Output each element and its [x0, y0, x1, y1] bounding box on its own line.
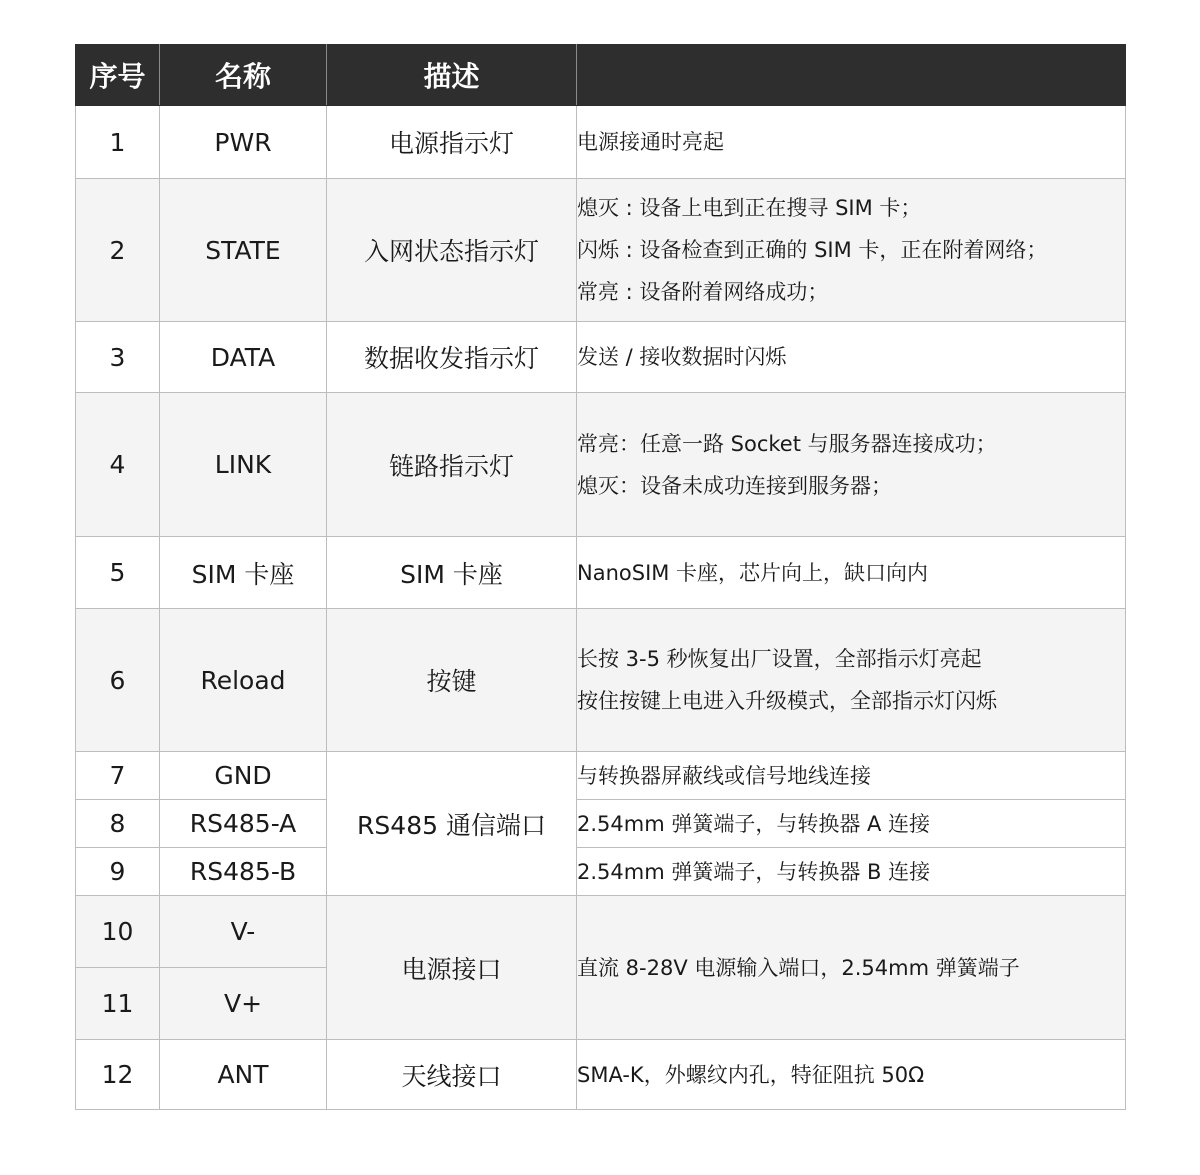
row-detail — [577, 848, 1126, 896]
row-detail — [577, 393, 1126, 537]
row-description: 电源接口 — [327, 896, 577, 1040]
row-name: GND — [160, 752, 327, 800]
row-description: 数据收发指示灯 — [327, 322, 577, 393]
row-detail — [577, 179, 1126, 322]
header-name: 名称 — [160, 45, 327, 106]
row-index: 3 — [76, 322, 160, 393]
row-description: RS485 通信端口 — [327, 752, 577, 896]
row-index: 9 — [76, 848, 160, 896]
detail-line: 与转换器屏蔽线或信号地线连接 — [577, 763, 871, 788]
row-index: 12 — [76, 1040, 160, 1110]
row-name: SIM 卡座 — [160, 537, 327, 609]
detail-line: 按住按键上电进入升级模式，全部指示灯闪烁 — [577, 689, 997, 713]
row-name: RS485-A — [160, 800, 327, 848]
table-row — [76, 179, 1126, 322]
header-detail — [577, 45, 1126, 106]
row-name: RS485-B — [160, 848, 327, 896]
table-row — [76, 1040, 1126, 1110]
row-detail — [577, 752, 1126, 800]
row-name: ANT — [160, 1040, 327, 1110]
row-name: V+ — [160, 968, 327, 1040]
detail-line: 熄灭 : 设备上电到正在搜寻 SIM 卡； — [577, 196, 922, 220]
row-description: 入网状态指示灯 — [327, 179, 577, 322]
header-index: 序号 — [76, 45, 160, 106]
table-row — [76, 752, 1126, 800]
row-index: 6 — [76, 609, 160, 752]
detail-line: 2.54mm 弹簧端子，与转换器 A 连接 — [577, 811, 931, 836]
row-name: STATE — [160, 179, 327, 322]
detail-line: 熄灭：设备未成功连接到服务器； — [577, 473, 892, 498]
spec-table — [75, 44, 1126, 1110]
row-detail — [577, 609, 1126, 752]
table-row — [76, 537, 1126, 609]
table-row — [76, 848, 1126, 896]
row-name: PWR — [160, 106, 327, 179]
row-name: Reload — [160, 609, 327, 752]
row-detail — [577, 800, 1126, 848]
row-description: 按键 — [327, 609, 577, 752]
row-name: LINK — [160, 393, 327, 537]
row-name: DATA — [160, 322, 327, 393]
row-index: 1 — [76, 106, 160, 179]
table-row — [76, 800, 1126, 848]
table-row — [76, 322, 1126, 393]
row-description: 链路指示灯 — [327, 393, 577, 537]
detail-line: 发送 / 接收数据时闪烁 — [577, 345, 787, 369]
row-description: 天线接口 — [327, 1040, 577, 1110]
detail-line: 闪烁 : 设备检查到正确的 SIM 卡，正在附着网络； — [577, 238, 1048, 262]
row-index: 7 — [76, 752, 160, 800]
table-header — [76, 45, 1126, 106]
detail-line: 常亮：任意一路 Socket 与服务器连接成功； — [577, 431, 997, 456]
row-index: 8 — [76, 800, 160, 848]
detail-line: 长按 3-5 秒恢复出厂设置，全部指示灯亮起 — [577, 647, 982, 671]
row-detail — [577, 106, 1126, 179]
row-detail — [577, 1040, 1126, 1110]
detail-line: 2.54mm 弹簧端子，与转换器 B 连接 — [577, 859, 931, 884]
detail-line: 直流 8-28V 电源输入端口，2.54mm 弹簧端子 — [577, 955, 1020, 980]
row-index: 11 — [76, 968, 160, 1040]
row-name: V- — [160, 896, 327, 968]
row-description: 电源指示灯 — [327, 106, 577, 179]
detail-line: 常亮 : 设备附着网络成功； — [577, 280, 829, 304]
row-detail — [577, 537, 1126, 609]
table-row — [76, 609, 1126, 752]
row-index: 4 — [76, 393, 160, 537]
row-description: SIM 卡座 — [327, 537, 577, 609]
row-index: 2 — [76, 179, 160, 322]
row-detail — [577, 896, 1126, 1040]
detail-line: SMA-K，外螺纹内孔，特征阻抗 50Ω — [577, 1062, 925, 1087]
detail-line: NanoSIM 卡座，芯片向上，缺口向内 — [577, 560, 929, 585]
table-row — [76, 896, 1126, 968]
header-description: 描述 — [327, 45, 577, 106]
detail-line: 电源接通时亮起 — [577, 130, 724, 154]
row-index: 10 — [76, 896, 160, 968]
table-row — [76, 393, 1126, 537]
table-row — [76, 106, 1126, 179]
row-detail — [577, 322, 1126, 393]
row-index: 5 — [76, 537, 160, 609]
